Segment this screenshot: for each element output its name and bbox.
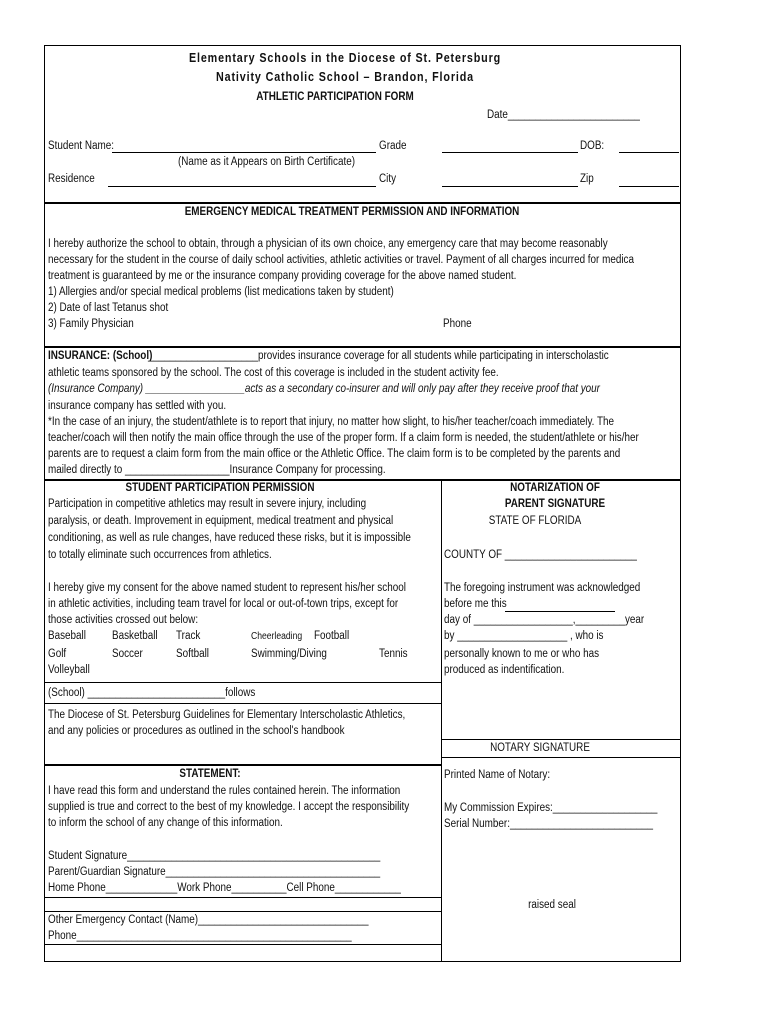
student-name-line[interactable] (112, 152, 376, 153)
statement-title: STATEMENT: (179, 768, 241, 780)
notary-line4: by ____________________ , who is (444, 630, 604, 642)
frame-top (44, 45, 681, 46)
header-line1: Elementary Schools in the Diocese of St. Petersburg (188, 51, 502, 65)
sport-swimming[interactable]: Swimming/Diving (251, 648, 327, 660)
frame-bottom (44, 961, 681, 962)
sport-softball[interactable]: Softball (176, 648, 209, 660)
parent-signature-field[interactable]: Parent/Guardian Signature_______________________________________ (48, 866, 381, 878)
header-line2: Nativity Catholic School – Brandon, Florida (216, 70, 474, 84)
participation-p2: paralysis, or death. Improvement in equipment, medical treatment and physical (48, 515, 394, 527)
insurance-line6: teacher/coach will then notify the main office through the use of the proper form. If a claim form is needed, the student/athlete or his/her (48, 432, 639, 444)
raised-seal-label: raised seal (528, 899, 576, 911)
frame-left (44, 45, 45, 962)
other-contact-field[interactable]: Other Emergency Contact (Name)_______________________________ (48, 914, 369, 926)
city-line[interactable] (442, 186, 578, 187)
notary-line1: The foregoing instrument was acknowledged (444, 582, 641, 594)
participation-p3: conditioning, as well as rule changes, have reduced these risks, but it is impossible (48, 532, 411, 544)
insurance-line8: mailed directly to ___________________Insurance Company for processing. (48, 464, 386, 476)
grade-label: Grade (379, 140, 407, 152)
consent-line2: in athletic activities, including team travel for local or out-of-town trips, except for (48, 598, 399, 610)
notary-line3: day of __________________,_________year (444, 614, 645, 626)
notary-state: STATE OF FLORIDA (488, 515, 582, 527)
insurance-label: INSURANCE: (School) (48, 350, 153, 362)
emergency-title: EMERGENCY MEDICAL TREATMENT PERMISSION AND INFORMATION (184, 206, 520, 218)
notary-county: COUNTY OF ________________________ (444, 549, 637, 561)
notary-line5: personally known to me or who has (444, 648, 600, 660)
zip-label: Zip (580, 173, 594, 185)
insurance-line7: parents are to request a claim form from the main office or the Athletic Office. The claim form is to be completed by the parents and (48, 448, 621, 460)
insurance-line2: athletic teams sponsored by the school. The cost of this coverage is included in the student activity fee. (48, 367, 499, 379)
guidelines-line2: and any policies or procedures as outlined in the school's handbook (48, 725, 345, 737)
divider-contact2 (44, 911, 441, 912)
allergies-question: 1) Allergies and/or special medical problems (list medications taken by student) (48, 286, 394, 298)
dob-line[interactable] (619, 152, 679, 153)
school-follows: (School) _________________________follows (48, 687, 256, 699)
notary-line2: before me this (444, 598, 507, 610)
divider-statement (44, 764, 441, 766)
divider-notary-printed (441, 757, 681, 758)
notary-printed-name[interactable]: Printed Name of Notary: (444, 769, 551, 781)
emergency-p3: treatment is guaranteed by me or the insurance company providing coverage for the above named student. (48, 270, 517, 282)
sport-basketball[interactable]: Basketball (112, 630, 158, 642)
insurance-line1: ____________________provides insurance coverage for all students while participating in interscholastic (148, 350, 609, 362)
name-note: (Name as it Appears on Birth Certificate) (178, 156, 355, 168)
sport-baseball[interactable]: Baseball (48, 630, 86, 642)
sport-golf[interactable]: Golf (48, 648, 67, 660)
divider-follows (44, 682, 441, 683)
statement-line1: I have read this form and understand the rules contained herein. The information (48, 785, 401, 797)
sport-tennis[interactable]: Tennis (379, 648, 408, 660)
emergency-p1: I hereby authorize the school to obtain, through a physician of its own choice, any emergency care that may become reasonably (48, 238, 608, 250)
notary-commission-expires[interactable]: My Commission Expires:___________________ (444, 802, 658, 814)
notary-title2: PARENT SIGNATURE (504, 498, 606, 510)
residence-label: Residence (48, 173, 95, 185)
participation-title: STUDENT PARTICIPATION PERMISSION (125, 482, 315, 494)
statement-line3: to inform the school of any change of this information. (48, 817, 283, 829)
emergency-p2: necessary for the student in the course of daily school activities, athletic activities or travel. Payment of all charges incurred for medica (48, 254, 634, 266)
participation-p1: Participation in competitive athletics may result in severe injury, including (48, 498, 367, 510)
notary-title1: NOTARIZATION OF (510, 482, 600, 494)
notary-line2-rule (505, 611, 615, 612)
grade-line[interactable] (442, 152, 578, 153)
sport-soccer[interactable]: Soccer (112, 648, 143, 660)
sport-football[interactable]: Football (314, 630, 350, 642)
notary-serial-number[interactable]: Serial Number:__________________________ (444, 818, 653, 830)
residence-line[interactable] (108, 186, 376, 187)
physician-question: 3) Family Physician (48, 318, 134, 330)
divider-insurance (44, 346, 681, 348)
phone-numbers-field[interactable]: Home Phone_____________Work Phone__________Cell Phone____________ (48, 882, 401, 894)
notary-line6: produced as indentification. (444, 664, 565, 676)
divider-phone (44, 944, 441, 945)
statement-line2: supplied is true and correct to the best of my knowledge. I accept the responsibility (48, 801, 410, 813)
participation-p4: to totally eliminate such occurrences from athletics. (48, 549, 272, 561)
divider-contact (44, 897, 441, 898)
tetanus-question: 2) Date of last Tetanus shot (48, 302, 169, 314)
student-name-label: Student Name: (48, 140, 114, 152)
divider-notary-sig (441, 739, 681, 740)
other-contact-phone-field[interactable]: Phone__________________________________________________ (48, 930, 352, 942)
date-field[interactable]: Date________________________ (487, 109, 640, 121)
sport-cheerleading[interactable]: Cheerleading (251, 631, 303, 642)
divider-guidelines (44, 703, 441, 704)
insurance-line4: insurance company has settled with you. (48, 400, 227, 412)
notary-signature-label: NOTARY SIGNATURE (490, 742, 590, 754)
physician-phone-label: Phone (443, 318, 472, 330)
guidelines-line1: The Diocese of St. Petersburg Guidelines for Elementary Interscholastic Athletics, (48, 709, 406, 721)
insurance-line3: (Insurance Company) __________________acts as a secondary co-insurer and will only pay after they receive proof that your (48, 383, 600, 395)
city-label: City (379, 173, 397, 185)
dob-label: DOB: (580, 140, 605, 152)
consent-line1: I hereby give my consent for the above named student to represent his/her school (48, 582, 406, 594)
frame-right (680, 45, 681, 962)
student-signature-field[interactable]: Student Signature______________________________________________ (48, 850, 381, 862)
column-divider (441, 479, 442, 962)
sport-track[interactable]: Track (176, 630, 201, 642)
zip-line[interactable] (619, 186, 679, 187)
consent-line3: those activities crossed out below: (48, 614, 199, 626)
insurance-line5: *In the case of an injury, the student/athlete is to report that injury, no matter how slight, to his/her teacher/coach immediately. The (48, 416, 615, 428)
form-title: ATHLETIC PARTICIPATION FORM (256, 91, 414, 103)
divider-emergency (44, 202, 681, 204)
sport-volleyball[interactable]: Volleyball (48, 664, 90, 676)
